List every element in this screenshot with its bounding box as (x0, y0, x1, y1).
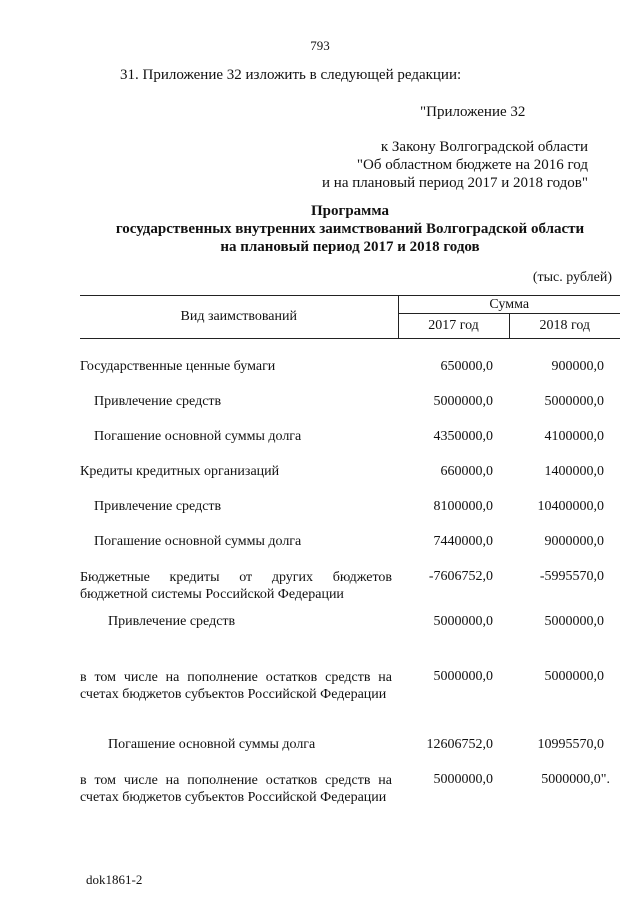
row-value-2018: 5000000,0 (544, 669, 604, 684)
row-name: Государственные ценные бумаги (80, 359, 276, 374)
row-value-2018: 5000000,0 (544, 394, 604, 409)
row-value-2017: 8100000,0 (433, 499, 493, 514)
row-value-2017: 4350000,0 (433, 429, 493, 444)
row-value-2017: 5000000,0 (433, 669, 493, 684)
row-name: Привлечение средств (108, 614, 236, 629)
table-row (80, 394, 620, 429)
header-year-2017: 2017 год (398, 314, 509, 339)
table-row (80, 669, 620, 737)
table-row (80, 464, 620, 499)
law-line: к Закону Волгоградской области (380, 139, 588, 155)
row-name: Погашение основной суммы долга (94, 429, 302, 444)
row-value-2017: 650000,0 (440, 359, 493, 374)
row-value-2017: 5000000,0 (433, 394, 493, 409)
appendix-title: "Приложение 32 (420, 104, 526, 120)
borrowing-table (80, 295, 620, 828)
table-row (80, 429, 620, 464)
intro-paragraph: 31. Приложение 32 изложить в следующей редакции: (120, 67, 462, 83)
program-title (80, 202, 620, 256)
row-value-2018: 10995570,0 (537, 737, 604, 752)
law-line: и на плановый период 2017 и 2018 годов" (322, 175, 588, 191)
table-row (80, 614, 620, 649)
units-label: (тыс. рублей) (532, 270, 612, 285)
table-row (80, 772, 620, 828)
page-number: 793 (310, 38, 330, 53)
row-value-2017: 5000000,0 (433, 772, 493, 787)
row-value-2017: 12606752,0 (426, 737, 493, 752)
program-title-line: на плановый период 2017 и 2018 годов (220, 239, 480, 255)
row-value-2017: 5000000,0 (433, 614, 493, 629)
row-name: в том числе на пополнение остатков средств на счетах бюджетов субъектов Российской Федерации (80, 773, 392, 805)
law-line: "Об областном бюджете на 2016 год (356, 157, 588, 173)
row-value-2017: -7606752,0 (428, 569, 493, 584)
row-value-2018: 900000,0 (551, 359, 604, 374)
header-borrowing-type: Вид заимствований (80, 296, 398, 339)
program-title-line: Программа (311, 203, 389, 219)
table-row (80, 499, 620, 534)
row-value-2018: 5000000,0". (541, 772, 610, 787)
row-value-2018: 1400000,0 (544, 464, 604, 479)
row-value-2017: 7440000,0 (433, 534, 493, 549)
row-name: Погашение основной суммы долга (94, 534, 302, 549)
row-name: в том числе на пополнение остатков средств на счетах бюджетов субъектов Российской Федерации (80, 670, 392, 702)
row-value-2018: -5995570,0 (539, 569, 604, 584)
table-row (80, 569, 620, 614)
header-sum: Сумма (398, 296, 620, 314)
row-name: Привлечение средств (94, 394, 222, 409)
row-value-2017: 660000,0 (440, 464, 493, 479)
law-reference (322, 138, 588, 192)
row-value-2018: 9000000,0 (544, 534, 604, 549)
table-row (80, 737, 620, 772)
document-code: dok1861-2 (86, 872, 143, 887)
row-name: Погашение основной суммы долга (108, 737, 316, 752)
row-name: Привлечение средств (94, 499, 222, 514)
table-row (80, 359, 620, 394)
row-name: Кредиты кредитных организаций (80, 464, 280, 479)
row-value-2018: 4100000,0 (544, 429, 604, 444)
row-value-2018: 10400000,0 (537, 499, 604, 514)
table-row (80, 534, 620, 569)
row-name: Бюджетные кредиты от других бюджетов бюджетной системы Российской Федерации (80, 570, 392, 602)
program-title-line: государственных внутренних заимствований Волгоградской области (115, 221, 585, 237)
header-year-2018: 2018 год (509, 314, 620, 339)
row-value-2018: 5000000,0 (544, 614, 604, 629)
